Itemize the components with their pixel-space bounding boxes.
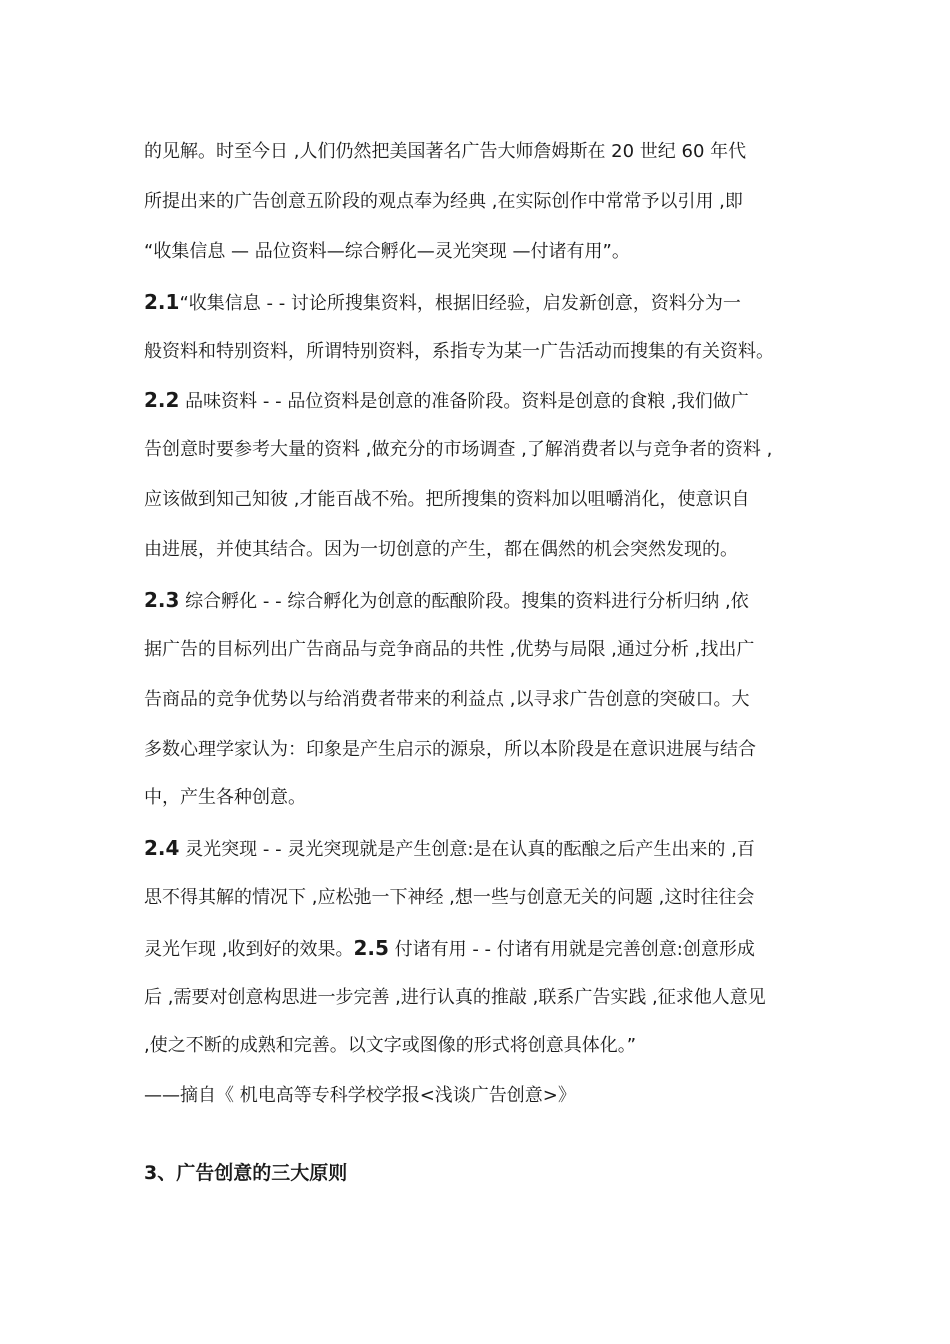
- section-number: 2.2: [144, 388, 180, 412]
- paragraph-line: 思不得其解的情况下 ,应松弛一下神经 ,想一些与创意无关的问题 ,这时往往会: [144, 887, 755, 908]
- paragraph-line: 告商品的竞争优势以与给消费者带来的利益点 ,以寻求广告创意的突破口。大: [144, 689, 750, 710]
- section-text: 综合孵化 - - 综合孵化为创意的酝酿阶段。搜集的资料进行分析归纳 ,依: [179, 591, 749, 612]
- section-text: 品味资料 - - 品位资料是创意的准备阶段。资料是创意的食粮 ,我们做广: [179, 391, 749, 412]
- source-citation: ——摘自《 机电高等专科学校学报<浅谈广告创意>》: [144, 1085, 576, 1106]
- section-2-3-line: [144, 587, 749, 615]
- paragraph-line: 多数心理学家认为：印象是产生启示的源泉，所以本阶段是在意识进展与结合: [144, 739, 756, 760]
- section-text: 灵光乍现 ,收到好的效果。: [144, 939, 354, 960]
- paragraph-line: 由进展，并使其结合。因为一切创意的产生，都在偶然的机会突然发现的。: [144, 539, 738, 560]
- paragraph-line: 告创意时要参考大量的资料 ,做充分的市场调查 ,了解消费者以与竞争者的资料 ,: [144, 439, 773, 460]
- section-2-2-line: [144, 387, 749, 415]
- paragraph-line: ,使之不断的成熟和完善。以文字或图像的形式将创意具体化。”: [144, 1035, 637, 1056]
- section-2-4-line: [144, 835, 755, 863]
- section-number: 2.5: [353, 936, 389, 960]
- section-number: 2.4: [144, 836, 180, 860]
- section-text: 灵光突现 - - 灵光突现就是产生创意:是在认真的酝酿之后产生出来的 ,百: [179, 839, 755, 860]
- section-text: 付诸有用 - - 付诸有用就是完善创意:创意形成: [388, 939, 755, 960]
- paragraph-line: 据广告的目标列出广告商品与竞争商品的共性 ,优势与局限 ,通过分析 ,找出广: [144, 639, 755, 660]
- section-2-5-line: [144, 935, 755, 963]
- paragraph-line: 应该做到知己知彼 ,才能百战不殆。把所搜集的资料加以咀嚼消化，使意识自: [144, 489, 750, 510]
- paragraph-line: 中，产生各种创意。: [144, 787, 306, 808]
- section-number: 2.1: [144, 290, 180, 314]
- paragraph-line: 般资料和特别资料，所谓特别资料，系指专为某一广告活动而搜集的有关资料。: [144, 341, 774, 362]
- paragraph-line: “收集信息 — 品位资料—综合孵化—灵光突现 —付诸有用”。: [144, 241, 630, 262]
- section-2-1-line: [144, 289, 741, 317]
- section-heading: 3、广告创意的三大原则: [144, 1162, 348, 1184]
- section-number: 2.3: [144, 588, 180, 612]
- paragraph-line: 所提出来的广告创意五阶段的观点奉为经典 ,在实际创作中常常予以引用 ,即: [144, 191, 743, 212]
- paragraph-line: 的见解。时至今日 ,人们仍然把美国著名广告大师詹姆斯在 20 世纪 60 年代: [144, 141, 747, 162]
- paragraph-line: 后 ,需要对创意构思进一步完善 ,进行认真的推敲 ,联系广告实践 ,征求他人意见: [144, 987, 766, 1008]
- section-text: “收集信息 - - 讨论所搜集资料，根据旧经验，启发新创意，资料分为一: [179, 293, 741, 314]
